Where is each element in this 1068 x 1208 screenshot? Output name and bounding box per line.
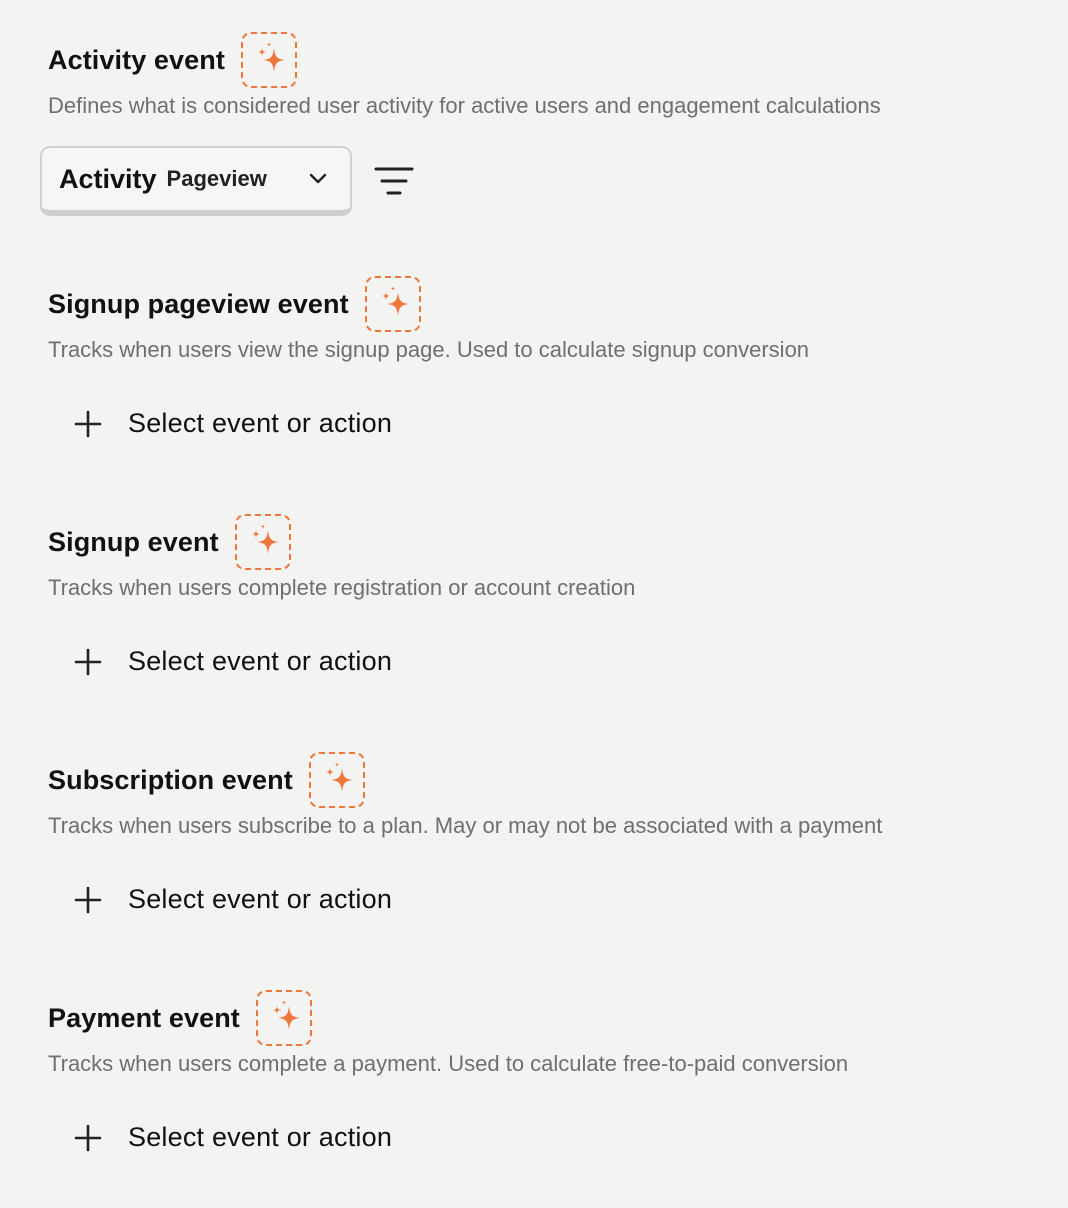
section-description: Tracks when users complete a payment. Used to calculate free-to-paid conversion [48,1051,849,1076]
select-event-label: Select event or action [128,408,393,438]
select-event-label: Select event or action [128,646,393,676]
section-description: Defines what is considered user activity for active users and engagement calculations [48,93,881,118]
section-description: Tracks when users subscribe to a plan. May or may not be associated with a payment [48,813,883,838]
select-event-button[interactable] [74,1122,848,1153]
select-event-button[interactable] [74,408,809,439]
plus-icon [74,648,102,676]
sparkles-icon [317,760,357,800]
section-title: Payment event [48,1002,240,1033]
section-title: Signup event [48,526,219,557]
section-title: Subscription event [48,764,293,795]
signup-title-row [48,512,635,572]
dropdown-secondary-label: Pageview [166,166,267,191]
ai-suggest-button[interactable] [241,32,297,88]
section-description: Tracks when users view the signup page. Used to calculate signup conversion [48,337,810,362]
plus-icon [74,410,102,438]
subscription-title-row [48,750,882,810]
chevron-down-icon [306,167,330,191]
select-event-label: Select event or action [128,884,393,914]
activity-event-section [48,30,881,216]
sparkles-icon [249,40,289,80]
activity-event-dropdown[interactable] [40,146,352,216]
ai-suggest-button[interactable] [365,276,421,332]
ai-suggest-button[interactable] [256,990,312,1046]
payment-title-row [48,988,848,1048]
section-title: Activity event [48,44,225,75]
activity-event-title-row [48,30,881,90]
signup-pageview-title-row [48,274,809,334]
section-description: Tracks when users complete registration or account creation [48,575,636,600]
select-event-button[interactable] [74,646,635,677]
filter-icon[interactable] [374,161,414,201]
signup-pageview-event-section [48,274,809,439]
ai-suggest-button[interactable] [309,752,365,808]
plus-icon [74,1124,102,1152]
sparkles-icon [243,522,283,562]
sparkles-icon [373,284,413,324]
payment-event-section [48,988,848,1153]
select-event-label: Select event or action [128,1122,393,1152]
subscription-event-section [48,750,882,915]
dropdown-primary-label: Activity [59,163,157,194]
sparkles-icon [264,998,304,1038]
section-title: Signup pageview event [48,288,349,319]
signup-event-section [48,512,635,677]
plus-icon [74,886,102,914]
select-event-button[interactable] [74,884,882,915]
ai-suggest-button[interactable] [235,514,291,570]
activity-picker-row [40,146,881,216]
